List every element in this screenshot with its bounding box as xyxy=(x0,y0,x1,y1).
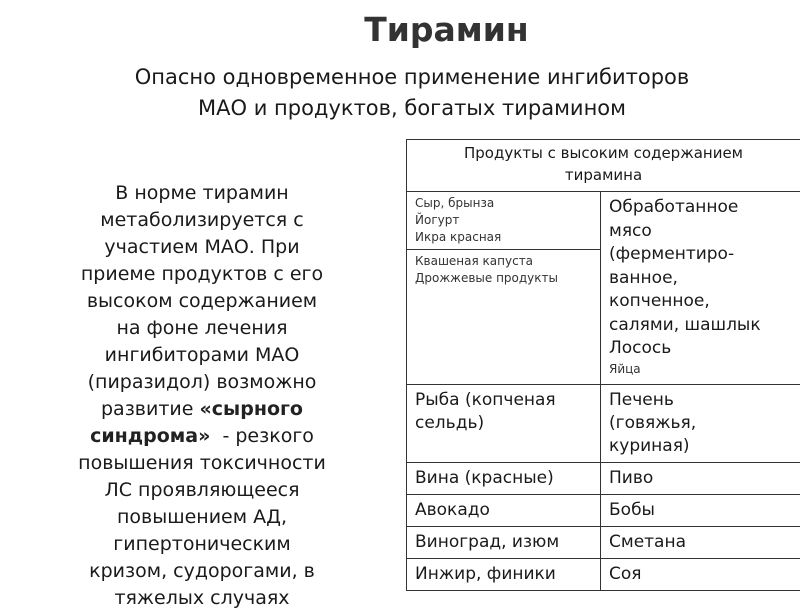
cell-line: Яйца xyxy=(609,361,792,378)
body-line: высоком содержанием xyxy=(24,288,380,315)
body-line: ингибиторами МАО xyxy=(24,342,380,369)
table-cell xyxy=(601,495,800,527)
tyramine-foods-table xyxy=(406,139,800,591)
highlight-term: «сырного xyxy=(200,398,303,420)
body-line: кризом, судорогами, в xyxy=(24,558,380,585)
cell-line: Сметана xyxy=(609,531,792,554)
table-cell xyxy=(601,192,800,385)
cell-line: Квашеная капуста xyxy=(415,253,592,270)
body-paragraph xyxy=(24,180,380,612)
cell-line: Рыба (копченая xyxy=(415,389,592,412)
cell-line: мясо xyxy=(609,220,792,244)
slide-subtitle xyxy=(40,62,784,124)
cell-line: салями, шашлык xyxy=(609,314,792,338)
cell-line: сельдь) xyxy=(415,412,592,435)
cell-line: (ферментиро- xyxy=(609,243,792,267)
body-line: ЛС проявляющееся xyxy=(24,477,380,504)
body-text: - резкого xyxy=(210,425,314,447)
cell-line: Авокадо xyxy=(415,499,592,522)
body-line: В норме тирамин xyxy=(24,180,380,207)
body-text: развитие xyxy=(101,398,200,420)
table-cell xyxy=(407,385,601,463)
cell-line: Икра красная xyxy=(415,229,592,246)
table-cell xyxy=(601,463,800,495)
cell-line: Сыр, брынза xyxy=(415,195,592,212)
cell-line: Печень xyxy=(609,389,792,412)
body-line xyxy=(24,423,380,450)
highlight-term: синдрома» xyxy=(90,425,210,447)
body-line: участием МАО. При xyxy=(24,234,380,261)
body-line: (пиразидол) возможно xyxy=(24,369,380,396)
cell-line: Вина (красные) xyxy=(415,467,592,490)
cell-line: Пиво xyxy=(609,467,792,490)
table-cell xyxy=(407,463,601,495)
body-line xyxy=(24,396,380,423)
table-cell xyxy=(601,385,800,463)
table-cell xyxy=(407,527,601,559)
cell-line: ванное, xyxy=(609,267,792,291)
body-line: повышением АД, xyxy=(24,504,380,531)
table-header-line: тирамина xyxy=(407,164,800,186)
body-line: гипертоническим xyxy=(24,531,380,558)
cell-line: (говяжья, xyxy=(609,412,792,435)
cell-line: Инжир, финики xyxy=(415,563,592,586)
table-cell xyxy=(407,192,601,250)
cell-line: Обработанное xyxy=(609,196,792,220)
table-cell xyxy=(407,250,601,385)
table-header-line: Продукты с высоким содержанием xyxy=(407,142,800,164)
cell-line: Виноград, изюм xyxy=(415,531,592,554)
slide-title: Тирамин xyxy=(0,10,800,49)
cell-line: Соя xyxy=(609,563,792,586)
body-line: тяжелых случаях xyxy=(24,585,380,612)
table-cell xyxy=(601,559,800,591)
body-line: на фоне лечения xyxy=(24,315,380,342)
table-header xyxy=(407,140,800,192)
subtitle-line: Опасно одновременное применение ингибиторов xyxy=(40,62,784,93)
cell-line: куриная) xyxy=(609,435,792,458)
table-cell xyxy=(407,559,601,591)
cell-line: Лосось xyxy=(609,337,792,361)
subtitle-line: МАО и продуктов, богатых тирамином xyxy=(40,93,784,124)
cell-line: копченное, xyxy=(609,290,792,314)
cell-line: Йогурт xyxy=(415,212,592,229)
body-line: метаболизируется с xyxy=(24,207,380,234)
cell-line: Дрожжевые продукты xyxy=(415,270,592,287)
cell-line: Бобы xyxy=(609,499,792,522)
body-line: приеме продуктов с его xyxy=(24,261,380,288)
table-cell xyxy=(601,527,800,559)
body-line: повышения токсичности xyxy=(24,450,380,477)
table-cell xyxy=(407,495,601,527)
